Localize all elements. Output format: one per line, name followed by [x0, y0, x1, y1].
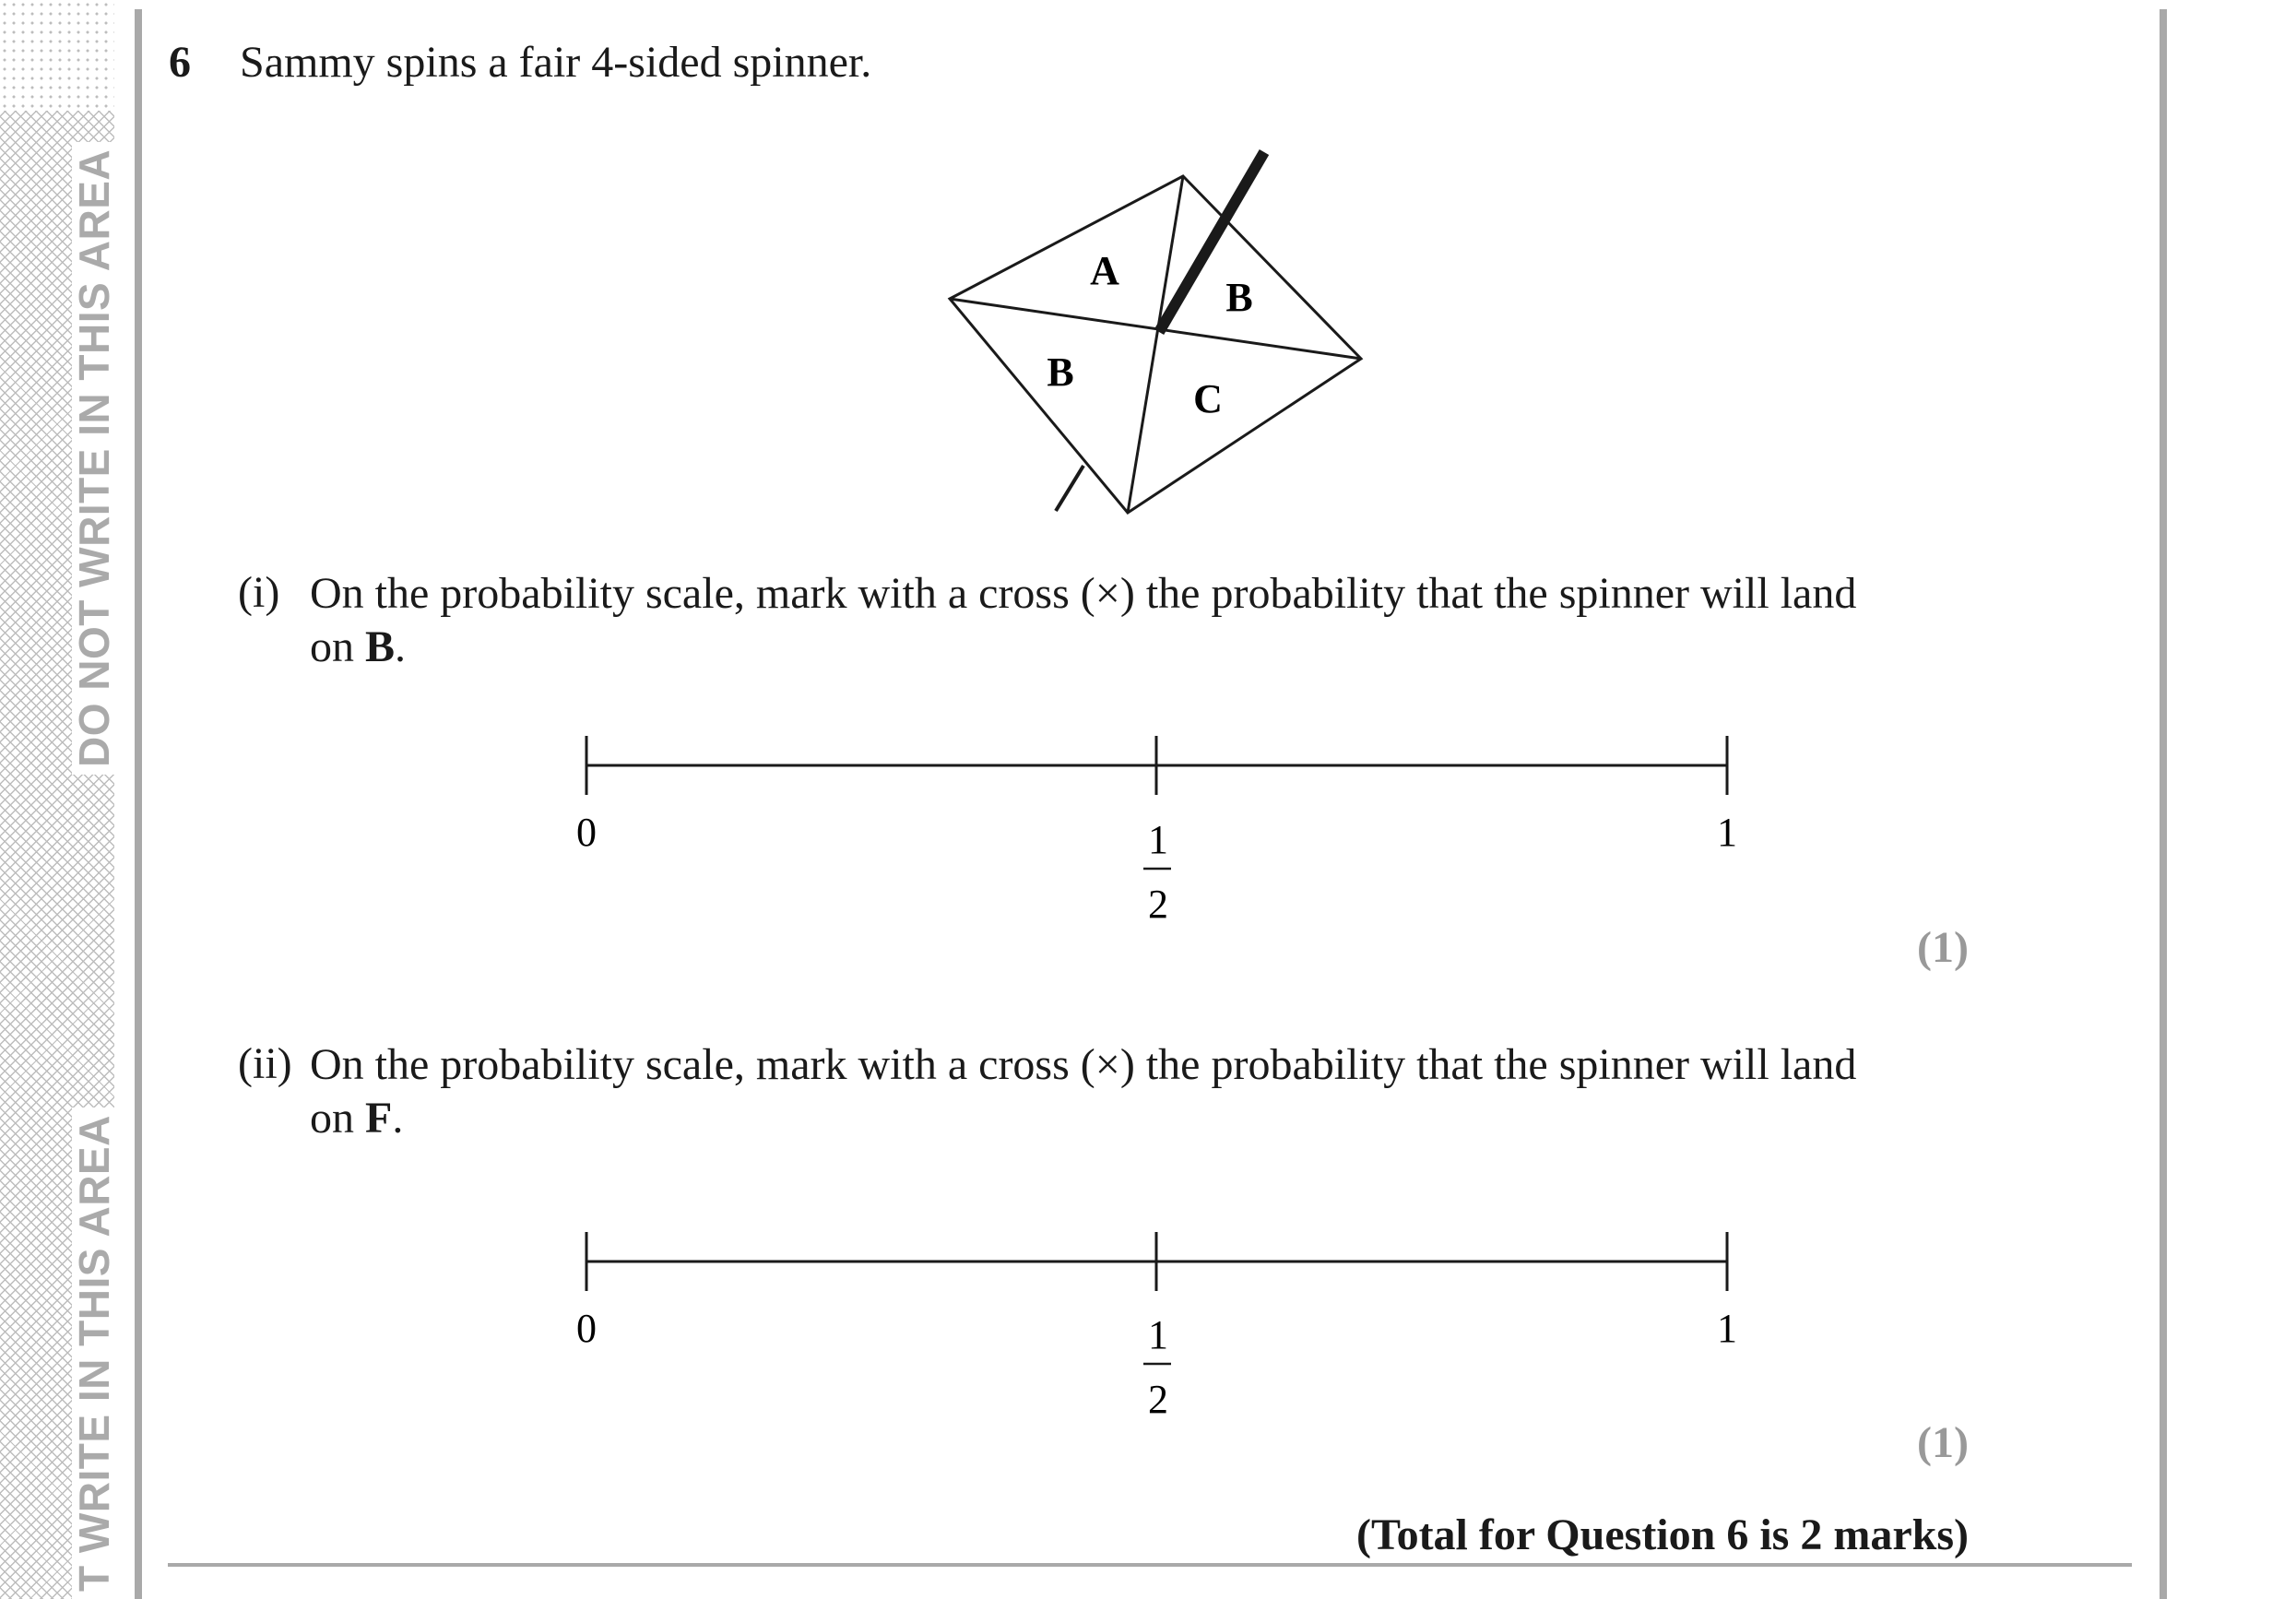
do-not-write-margin: [0, 0, 118, 1599]
question-total: (Total for Question 6 is 2 marks): [1355, 1510, 1969, 1559]
spinner-section-b-left: B: [1047, 349, 1074, 395]
part-i-marks: (1): [1917, 923, 1969, 972]
margin-dot-pattern: [0, 0, 114, 111]
part-i-label: (i): [238, 568, 280, 617]
part-ii-marks: (1): [1917, 1418, 1969, 1467]
left-border-rule: [135, 9, 142, 1599]
scale-i-label-half-numerator: 1: [1148, 817, 1168, 862]
question-number: 6: [169, 38, 191, 87]
scale-i-label-half-denominator: 2: [1148, 882, 1168, 927]
spinner-divider-1: [1128, 176, 1183, 513]
scale-i-label-1: 1: [1717, 810, 1737, 855]
scale-ii-label-0: 0: [576, 1306, 597, 1351]
scale-i-label-0: 0: [576, 810, 597, 855]
margin-warning-upper: DO NOT WRITE IN THIS AREA: [72, 142, 116, 775]
part-ii-text: On the probability scale, mark with a cross (×) the probability that the spinner will land on F.: [310, 1040, 1857, 1143]
question-stem: Sammy spins a fair 4-sided spinner.: [240, 38, 872, 87]
probability-scale-ii[interactable]: [553, 1215, 1752, 1427]
scale-ii-label-half-numerator: 1: [1148, 1312, 1168, 1357]
probability-scale-i[interactable]: [553, 719, 1752, 931]
part-ii-outcome: F: [365, 1094, 393, 1143]
spinner-diagram: [922, 138, 1402, 526]
spinner-section-c: C: [1193, 376, 1223, 421]
scale-ii-label-1: 1: [1717, 1306, 1737, 1351]
part-ii-label: (ii): [238, 1039, 292, 1088]
part-i-text: On the probability scale, mark with a cross (×) the probability that the spinner will land on B.: [310, 569, 1857, 671]
spinner-stick-bottom: [1056, 466, 1083, 511]
spinner-section-b-right: B: [1225, 275, 1253, 320]
margin-warning-lower: T WRITE IN THIS AREA: [72, 1107, 116, 1599]
part-i-outcome: B: [365, 622, 396, 671]
right-border-rule: [2160, 9, 2167, 1599]
bottom-rule: [168, 1563, 2132, 1567]
scale-ii-label-half-denominator: 2: [1148, 1377, 1168, 1422]
spinner-section-a: A: [1090, 248, 1119, 293]
